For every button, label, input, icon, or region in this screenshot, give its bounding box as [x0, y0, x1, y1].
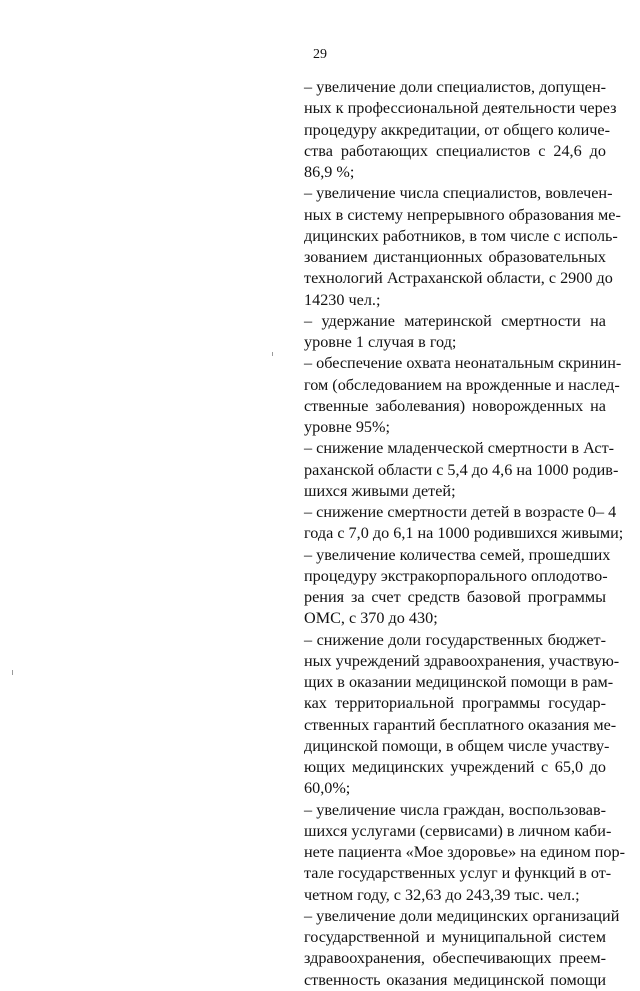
text-line: – увеличение доли медицинских организаций	[304, 906, 620, 925]
text-line: ственных гарантий бесплатного оказания ме-	[304, 715, 617, 734]
text-line: уровне 1 случая в год;	[304, 333, 457, 351]
text-line: четном году, с 32,63 до 243,39 тыс. чел.;	[304, 885, 580, 904]
page-number: 29	[313, 47, 327, 62]
text-line: – снижение доли государственных бюджет-	[304, 630, 606, 649]
text-line: шихся услугами (сервисами) в личном каби-	[304, 821, 612, 840]
text-line: – удержание материнской смертности на	[304, 311, 606, 330]
text-line: ства работающих специалистов с 24,6 до	[304, 141, 606, 160]
text-line: ных в систему непрерывного образования ме-	[304, 205, 621, 224]
text-line: рения за счет средств базовой программы	[304, 588, 606, 606]
scan-speck	[12, 670, 13, 675]
text-line: гом (обследованием на врожденные и наслед-	[304, 375, 620, 394]
text-line: раханской области с 5,4 до 4,6 на 1000 родив-	[304, 460, 619, 479]
text-line: – увеличение доли специалистов, допущен-	[304, 78, 606, 96]
text-line: – снижение смертности детей в возрасте 0– 4	[304, 503, 617, 521]
text-line: щих в оказании медицинской помощи в рам-	[304, 673, 614, 691]
document-body	[304, 77, 625, 991]
text-line: ОМС, с 370 до 430;	[304, 609, 438, 628]
text-line: ственные заболевания) новорожденных на	[304, 396, 606, 415]
text-line: 14230 чел.;	[304, 290, 381, 309]
text-line: года с 7,0 до 6,1 на 1000 родившихся живыми;	[304, 524, 624, 543]
text-line: зованием дистанционных образовательных	[304, 248, 606, 266]
text-line: – увеличение числа специалистов, вовлечен-	[304, 184, 613, 203]
text-line: дицинских работников, в том числе с исполь-	[304, 226, 618, 245]
text-line: 86,9 %;	[304, 163, 355, 181]
text-line: шихся живыми детей;	[304, 481, 456, 500]
text-line: ках территориальной программы государ-	[304, 694, 606, 713]
text-line: тале государственных услуг и функций в от-	[304, 864, 612, 883]
text-line: дицинской помощи, в общем числе участву-	[304, 736, 610, 755]
text-line: технологий Астраханской области, с 2900 до	[304, 269, 613, 288]
text-line: процедуру аккредитации, от общего количе-	[304, 120, 610, 139]
text-line: – снижение младенческой смертности в Аст-	[304, 439, 615, 458]
text-line: 60,0%;	[304, 779, 351, 798]
text-line: уровне 95%;	[304, 418, 390, 436]
text-line: ных учреждений здравоохранения, участвую-	[304, 651, 620, 670]
text-line: процедуру экстракорпорального оплодотво-	[304, 566, 608, 585]
text-line: здравоохранения, обеспечивающих преем-	[304, 949, 606, 968]
text-line: ственность оказания медицинской помощи	[304, 970, 606, 989]
text-line: нете пациента «Мое здоровье» на едином пор-	[304, 843, 625, 861]
text-line: – увеличение количества семей, прошедших	[304, 545, 611, 564]
text-line: ющих медицинских учреждений с 65,0 до	[304, 758, 606, 776]
scan-speck	[272, 352, 273, 356]
text-line: – обеспечение охвата неонатальным скринин-	[304, 354, 622, 373]
text-line: ных к профессиональной деятельности через	[304, 99, 617, 118]
text-line: – увеличение числа граждан, воспользовав-	[304, 800, 606, 819]
text-line: государственной и муниципальной систем	[304, 928, 606, 946]
